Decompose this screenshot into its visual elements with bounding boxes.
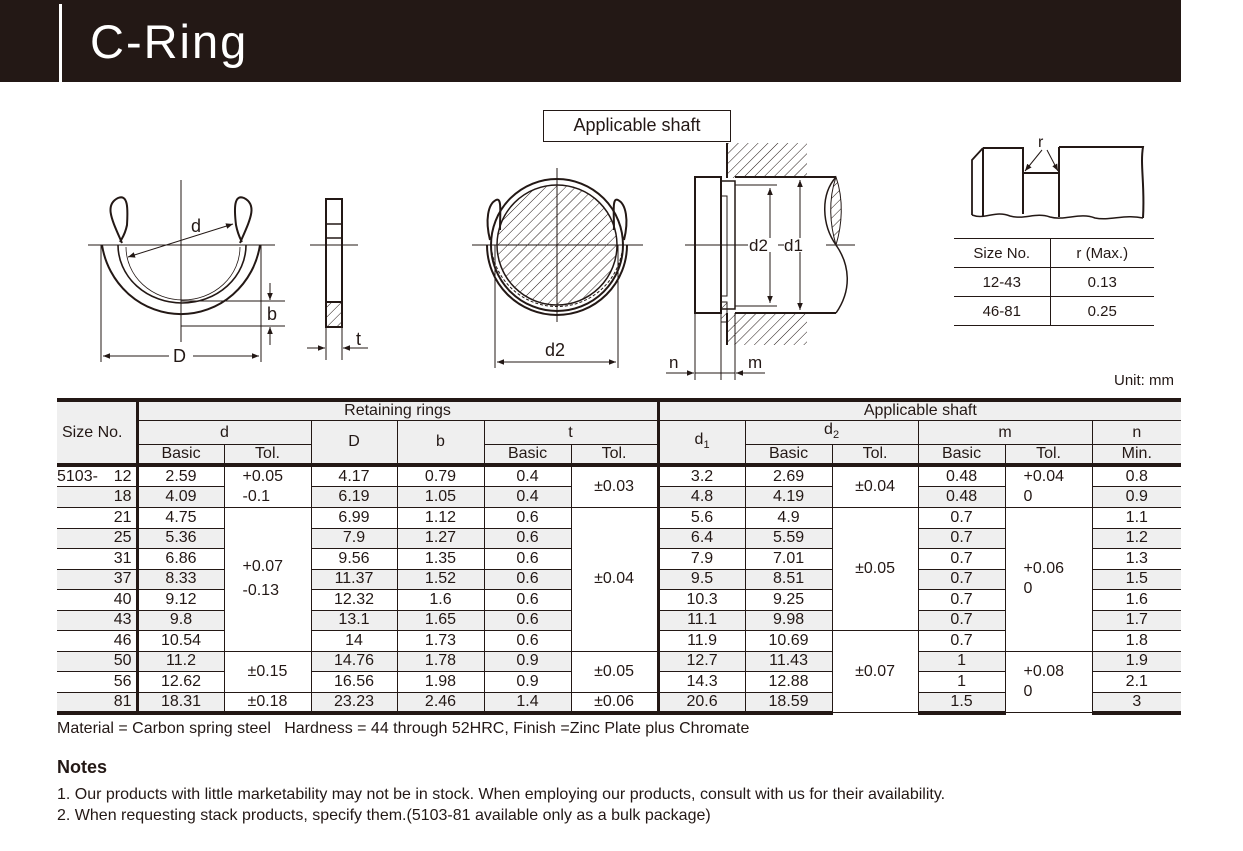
t-basic: 0.6 <box>484 549 571 570</box>
table-row <box>57 508 1181 529</box>
d2-tol: ±0.05 <box>832 508 918 631</box>
d2-basic: 4.19 <box>745 486 832 507</box>
d-basic: 4.09 <box>137 486 224 507</box>
n-min: 3 <box>1092 692 1181 713</box>
size-no: 18 <box>57 486 137 507</box>
spec-table-body <box>57 465 1181 713</box>
spec-table <box>57 398 1181 715</box>
size-number: 12 <box>113 467 132 485</box>
t-basic: 0.9 <box>484 672 571 693</box>
unit-label: Unit: mm <box>1114 372 1174 389</box>
m-basic: 0.7 <box>918 631 1005 652</box>
d-basic: 12.62 <box>137 672 224 693</box>
n-min: 0.9 <box>1092 486 1181 507</box>
size-no: 40 <box>57 590 137 611</box>
D-value: 6.19 <box>311 486 397 507</box>
size-no: 43 <box>57 610 137 631</box>
t-basic: 1.4 <box>484 692 571 713</box>
b-value: 1.98 <box>397 672 484 693</box>
label-d2-circle: d2 <box>545 340 566 360</box>
d1-value: 4.8 <box>658 486 745 507</box>
d1-value: 5.6 <box>658 508 745 529</box>
d2-tol: ±0.04 <box>832 465 918 508</box>
d2-basic: 11.43 <box>745 651 832 672</box>
D-value: 9.56 <box>311 549 397 570</box>
tol-upper: +0.05 <box>242 468 283 486</box>
header-applicable-shaft: Applicable shaft <box>658 400 1181 421</box>
D-value: 14 <box>311 631 397 652</box>
d-basic: 9.8 <box>137 610 224 631</box>
d-basic: 11.2 <box>137 651 224 672</box>
t-tol: ±0.03 <box>571 465 658 508</box>
header-d: d <box>137 421 311 445</box>
d2-basic: 5.59 <box>745 528 832 549</box>
r-table-header <box>954 239 1154 268</box>
m-basic: 0.7 <box>918 610 1005 631</box>
b-value: 1.65 <box>397 610 484 631</box>
header-m-basic: Basic <box>918 445 1005 466</box>
title-band <box>0 0 1181 82</box>
d-basic: 10.54 <box>137 631 224 652</box>
d2-basic: 7.01 <box>745 549 832 570</box>
notes-title: Notes <box>57 757 108 777</box>
t-basic: 0.6 <box>484 528 571 549</box>
t-basic: 0.6 <box>484 610 571 631</box>
D-value: 13.1 <box>311 610 397 631</box>
b-value: 2.46 <box>397 692 484 713</box>
label-m: m <box>748 353 763 372</box>
n-min: 2.1 <box>1092 672 1181 693</box>
n-min: 1.5 <box>1092 569 1181 590</box>
t-tol: ±0.04 <box>571 508 658 652</box>
b-value: 1.27 <box>397 528 484 549</box>
b-value: 1.6 <box>397 590 484 611</box>
size-no <box>57 465 137 486</box>
size-no: 56 <box>57 672 137 693</box>
r-table-row <box>954 268 1154 297</box>
groove-radius-table <box>954 238 1154 326</box>
D-value: 16.56 <box>311 672 397 693</box>
m-tol <box>1005 651 1092 713</box>
r-header-size: Size No. <box>954 239 1050 268</box>
n-min: 1.6 <box>1092 590 1181 611</box>
shaft-cross-section <box>472 168 643 368</box>
size-no: 25 <box>57 528 137 549</box>
label-b: b <box>267 304 278 324</box>
d2-basic: 8.51 <box>745 569 832 590</box>
label-D: D <box>173 346 186 366</box>
header-d-basic: Basic <box>137 445 224 466</box>
m-basic: 0.48 <box>918 465 1005 486</box>
tol-upper: +0.08 <box>1023 662 1065 680</box>
m-basic: 1.5 <box>918 692 1005 713</box>
label-d2: d2 <box>749 236 768 255</box>
D-value: 4.17 <box>311 465 397 486</box>
spec-table-header <box>57 400 1181 465</box>
d-basic: 2.59 <box>137 465 224 486</box>
m-tol <box>1005 465 1092 508</box>
t-basic: 0.6 <box>484 508 571 529</box>
size-no: 21 <box>57 508 137 529</box>
b-value: 0.79 <box>397 465 484 486</box>
d-tol <box>224 465 311 508</box>
n-min: 1.8 <box>1092 631 1181 652</box>
t-basic: 0.9 <box>484 651 571 672</box>
title-accent-bar <box>59 4 62 82</box>
c-ring-front-view <box>88 180 285 362</box>
b-value: 1.12 <box>397 508 484 529</box>
r-size: 12-43 <box>954 268 1050 297</box>
d1-value: 12.7 <box>658 651 745 672</box>
n-min: 1.2 <box>1092 528 1181 549</box>
header-n: n <box>1092 421 1181 445</box>
tol-upper: +0.06 <box>1023 560 1065 578</box>
D-value: 11.37 <box>311 569 397 590</box>
material-spec: Material = Carbon spring steel Hardness = 44 through 52HRC, Finish =Zinc Plate plus Chromate <box>57 720 750 737</box>
note-item: 2. When requesting stack products, specify them.(5103-81 available only as a bulk package) <box>57 807 711 824</box>
label-d1: d1 <box>784 236 803 255</box>
header-D: D <box>311 421 397 466</box>
d-tol: ±0.18 <box>224 692 311 713</box>
m-basic: 1 <box>918 651 1005 672</box>
D-value: 23.23 <box>311 692 397 713</box>
header-d2: $d_2$ <box>745 421 918 445</box>
size-no: 81 <box>57 692 137 713</box>
d-basic: 6.86 <box>137 549 224 570</box>
header-t-basic: Basic <box>484 445 571 466</box>
header-d2-basic: Basic <box>745 445 832 466</box>
header-d1: $d_1$ <box>658 421 745 466</box>
d2-basic: 18.59 <box>745 692 832 713</box>
r-table-row <box>954 297 1154 326</box>
label-r: r <box>1038 134 1044 151</box>
size-no: 46 <box>57 631 137 652</box>
t-basic: 0.4 <box>484 465 571 486</box>
header-d2-tol: Tol. <box>832 445 918 466</box>
header-t: t <box>484 421 658 445</box>
shaft-side-section <box>666 143 855 380</box>
tol-upper: +0.07 <box>242 558 283 576</box>
b-value: 1.05 <box>397 486 484 507</box>
t-tol: ±0.06 <box>571 692 658 713</box>
r-value: 0.13 <box>1050 268 1154 297</box>
D-value: 7.9 <box>311 528 397 549</box>
m-basic: 0.48 <box>918 486 1005 507</box>
m-basic: 0.7 <box>918 569 1005 590</box>
d1-value: 3.2 <box>658 465 745 486</box>
d-tol <box>224 508 311 652</box>
b-value: 1.35 <box>397 549 484 570</box>
label-t: t <box>356 329 362 349</box>
d1-value: 20.6 <box>658 692 745 713</box>
d-basic: 18.31 <box>137 692 224 713</box>
m-basic: 0.7 <box>918 549 1005 570</box>
d-basic: 4.75 <box>137 508 224 529</box>
header-retaining-rings: Retaining rings <box>137 400 658 421</box>
b-value: 1.52 <box>397 569 484 590</box>
size-prefix: 5103- <box>57 467 98 485</box>
header-b: b <box>397 421 484 466</box>
header-size-no: Size No. <box>57 400 137 465</box>
m-tol <box>1005 508 1092 652</box>
d2-basic: 12.88 <box>745 672 832 693</box>
r-value: 0.25 <box>1050 297 1154 326</box>
n-min: 1.7 <box>1092 610 1181 631</box>
m-basic: 0.7 <box>918 528 1005 549</box>
tol-lower: 0 <box>1023 580 1033 598</box>
table-row <box>57 465 1181 486</box>
r-size: 46-81 <box>954 297 1050 326</box>
label-n: n <box>669 353 679 372</box>
table-row <box>57 651 1181 672</box>
d1-value: 11.1 <box>658 610 745 631</box>
header-m-tol: Tol. <box>1005 445 1092 466</box>
d1-value: 14.3 <box>658 672 745 693</box>
size-no: 37 <box>57 569 137 590</box>
header-m: m <box>918 421 1092 445</box>
d-basic: 9.12 <box>137 590 224 611</box>
d-tol: ±0.15 <box>224 651 311 692</box>
d2-basic: 2.69 <box>745 465 832 486</box>
d2-basic: 10.69 <box>745 631 832 652</box>
m-basic: 1 <box>918 672 1005 693</box>
t-basic: 0.6 <box>484 631 571 652</box>
tol-upper: +0.04 <box>1023 468 1065 486</box>
header-n-min: Min. <box>1092 445 1181 466</box>
tol-lower: 0 <box>1023 682 1033 700</box>
header-d-tol: Tol. <box>224 445 311 466</box>
d1-value: 11.9 <box>658 631 745 652</box>
d-basic: 5.36 <box>137 528 224 549</box>
b-value: 1.73 <box>397 631 484 652</box>
b-value: 1.78 <box>397 651 484 672</box>
note-item: 1. Our products with little marketability may not be in stock. When employing our products, consult with us for their availability. <box>57 786 946 803</box>
n-min: 1.9 <box>1092 651 1181 672</box>
d-basic: 8.33 <box>137 569 224 590</box>
n-min: 1.3 <box>1092 549 1181 570</box>
m-basic: 0.7 <box>918 590 1005 611</box>
header-t-tol: Tol. <box>571 445 658 466</box>
tol-lower: 0 <box>1023 488 1033 506</box>
D-value: 14.76 <box>311 651 397 672</box>
d2-basic: 4.9 <box>745 508 832 529</box>
D-value: 6.99 <box>311 508 397 529</box>
r-header-rmax: r (Max.) <box>1050 239 1154 268</box>
t-basic: 0.4 <box>484 486 571 507</box>
tol-lower: -0.1 <box>242 488 271 506</box>
size-no: 31 <box>57 549 137 570</box>
t-basic: 0.6 <box>484 590 571 611</box>
d2-basic: 9.98 <box>745 610 832 631</box>
groove-detail <box>972 147 1143 219</box>
d1-value: 7.9 <box>658 549 745 570</box>
page-title: C-Ring <box>90 15 249 68</box>
d1-value: 10.3 <box>658 590 745 611</box>
d1-value: 9.5 <box>658 569 745 590</box>
t-basic: 0.6 <box>484 569 571 590</box>
D-value: 12.32 <box>311 590 397 611</box>
d2-tol: ±0.07 <box>832 631 918 713</box>
d1-value: 6.4 <box>658 528 745 549</box>
applicable-shaft-label: Applicable shaft <box>543 110 731 142</box>
size-no: 50 <box>57 651 137 672</box>
label-d: d <box>191 216 202 236</box>
n-min: 1.1 <box>1092 508 1181 529</box>
t-tol: ±0.05 <box>571 651 658 692</box>
tol-lower: -0.13 <box>242 582 279 600</box>
m-basic: 0.7 <box>918 508 1005 529</box>
d2-basic: 9.25 <box>745 590 832 611</box>
n-min: 0.8 <box>1092 465 1181 486</box>
